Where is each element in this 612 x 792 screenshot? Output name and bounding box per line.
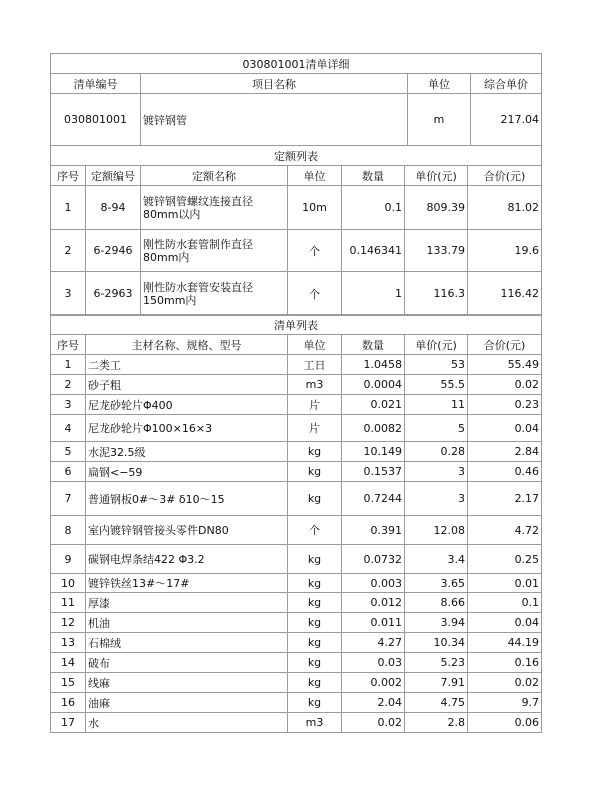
material-cell-name: 室内镀锌钢管接头零件DN80 (86, 516, 288, 545)
material-cell-price: 53 (405, 355, 468, 375)
material-cell-total: 0.04 (468, 613, 542, 633)
materials-col-header-no: 序号 (51, 335, 86, 355)
material-cell-qty: 0.7244 (342, 482, 405, 516)
material-cell-name: 尼龙砂轮片Φ100×16×3 (86, 415, 288, 442)
quota-col-header-price: 单价(元) (405, 166, 468, 186)
quota-cell-name: 镀锌钢管螺纹连接直径80mm以内 (141, 186, 288, 230)
material-cell-no: 9 (51, 545, 86, 574)
material-cell-no: 15 (51, 673, 86, 693)
material-cell-price: 3 (405, 482, 468, 516)
material-cell-name: 油麻 (86, 693, 288, 713)
material-row (51, 355, 542, 375)
material-cell-unit: kg (288, 545, 342, 574)
material-cell-unit: kg (288, 613, 342, 633)
material-cell-name: 水泥32.5级 (86, 442, 288, 462)
quota-cell-total: 116.42 (468, 272, 542, 316)
material-cell-name: 镀锌铁丝13#～17# (86, 574, 288, 593)
material-cell-total: 2.84 (468, 442, 542, 462)
material-cell-unit: kg (288, 633, 342, 653)
quota-col-header-qty: 数量 (342, 166, 405, 186)
material-cell-name: 破布 (86, 653, 288, 673)
material-cell-price: 3.94 (405, 613, 468, 633)
material-cell-name: 水 (86, 713, 288, 733)
material-cell-total: 4.72 (468, 516, 542, 545)
quota-cell-no: 3 (51, 272, 86, 316)
material-cell-price: 12.08 (405, 516, 468, 545)
material-cell-qty: 0.0004 (342, 375, 405, 395)
quota-cell-unit: 10m (288, 186, 342, 230)
material-cell-price: 8.66 (405, 593, 468, 613)
material-cell-no: 13 (51, 633, 86, 653)
material-cell-price: 4.75 (405, 693, 468, 713)
material-row (51, 545, 542, 574)
material-cell-qty: 0.021 (342, 395, 405, 415)
quota-col-header-no: 序号 (51, 166, 86, 186)
quota-col-header-total: 合价(元) (468, 166, 542, 186)
material-cell-unit: m3 (288, 713, 342, 733)
material-cell-no: 12 (51, 613, 86, 633)
material-cell-price: 5 (405, 415, 468, 442)
material-cell-price: 55.5 (405, 375, 468, 395)
quota-cell-code: 8-94 (86, 186, 141, 230)
material-cell-no: 3 (51, 395, 86, 415)
material-cell-qty: 0.002 (342, 673, 405, 693)
quota-row (51, 230, 542, 272)
material-cell-qty: 0.1537 (342, 462, 405, 482)
material-cell-price: 7.91 (405, 673, 468, 693)
material-cell-no: 4 (51, 415, 86, 442)
material-cell-unit: kg (288, 462, 342, 482)
material-cell-no: 5 (51, 442, 86, 462)
material-row (51, 693, 542, 713)
material-row (51, 593, 542, 613)
material-cell-qty: 0.012 (342, 593, 405, 613)
material-cell-unit: kg (288, 574, 342, 593)
material-cell-total: 55.49 (468, 355, 542, 375)
material-cell-unit: 片 (288, 415, 342, 442)
material-cell-no: 2 (51, 375, 86, 395)
quota-table (50, 145, 542, 316)
material-row (51, 415, 542, 442)
material-cell-price: 3.4 (405, 545, 468, 574)
material-cell-name: 厚漆 (86, 593, 288, 613)
material-cell-unit: m3 (288, 375, 342, 395)
material-cell-price: 3 (405, 462, 468, 482)
material-cell-qty: 0.02 (342, 713, 405, 733)
material-row (51, 462, 542, 482)
material-cell-price: 11 (405, 395, 468, 415)
material-cell-name: 扁钢<−59 (86, 462, 288, 482)
item-unit: m (408, 94, 471, 146)
material-cell-qty: 0.003 (342, 574, 405, 593)
material-cell-name: 机油 (86, 613, 288, 633)
material-row (51, 574, 542, 593)
quota-cell-name: 刚性防水套管制作直径80mm内 (141, 230, 288, 272)
material-cell-unit: 个 (288, 516, 342, 545)
material-cell-total: 0.06 (468, 713, 542, 733)
material-row (51, 613, 542, 633)
material-row (51, 673, 542, 693)
material-cell-no: 6 (51, 462, 86, 482)
material-cell-qty: 1.0458 (342, 355, 405, 375)
material-cell-no: 17 (51, 713, 86, 733)
material-cell-total: 0.04 (468, 415, 542, 442)
materials-col-header-qty: 数量 (342, 335, 405, 355)
quota-cell-qty: 0.1 (342, 186, 405, 230)
item-name: 镀锌钢管 (141, 94, 408, 146)
quota-title: 定额列表 (51, 146, 542, 166)
material-cell-unit: kg (288, 693, 342, 713)
quota-col-header-name: 定额名称 (141, 166, 288, 186)
quota-cell-code: 6-2963 (86, 272, 141, 316)
materials-col-header-name: 主材名称、规格、型号 (86, 335, 288, 355)
material-cell-qty: 0.391 (342, 516, 405, 545)
material-cell-total: 0.1 (468, 593, 542, 613)
quota-cell-no: 1 (51, 186, 86, 230)
material-cell-total: 0.25 (468, 545, 542, 574)
material-row (51, 395, 542, 415)
material-cell-total: 0.01 (468, 574, 542, 593)
material-cell-name: 石棉绒 (86, 633, 288, 653)
material-cell-total: 0.23 (468, 395, 542, 415)
material-cell-qty: 2.04 (342, 693, 405, 713)
material-cell-total: 0.16 (468, 653, 542, 673)
material-cell-qty: 10.149 (342, 442, 405, 462)
quota-row (51, 272, 542, 316)
material-row (51, 653, 542, 673)
quota-cell-price: 116.3 (405, 272, 468, 316)
material-cell-unit: kg (288, 442, 342, 462)
materials-title: 清单列表 (51, 315, 542, 335)
material-row (51, 442, 542, 462)
material-cell-no: 1 (51, 355, 86, 375)
material-cell-qty: 0.03 (342, 653, 405, 673)
material-cell-no: 14 (51, 653, 86, 673)
material-row (51, 375, 542, 395)
quota-cell-qty: 0.146341 (342, 230, 405, 272)
material-cell-name: 砂子粗 (86, 375, 288, 395)
material-cell-qty: 0.011 (342, 613, 405, 633)
material-cell-unit: 工日 (288, 355, 342, 375)
material-cell-price: 3.65 (405, 574, 468, 593)
col-header-price: 综合单价 (471, 74, 542, 94)
quota-cell-price: 809.39 (405, 186, 468, 230)
material-cell-name: 碳钢电焊条结422 Φ3.2 (86, 545, 288, 574)
material-cell-name: 普通钢板0#～3# δ10～15 (86, 482, 288, 516)
col-header-name: 项目名称 (141, 74, 408, 94)
material-cell-no: 16 (51, 693, 86, 713)
item-header-table (50, 53, 542, 146)
quota-cell-unit: 个 (288, 230, 342, 272)
material-cell-total: 0.02 (468, 673, 542, 693)
quota-cell-unit: 个 (288, 272, 342, 316)
quota-cell-name: 刚性防水套管安装直径150mm内 (141, 272, 288, 316)
material-cell-total: 44.19 (468, 633, 542, 653)
material-cell-price: 2.8 (405, 713, 468, 733)
material-cell-qty: 4.27 (342, 633, 405, 653)
material-cell-qty: 0.0082 (342, 415, 405, 442)
quota-col-header-code: 定额编号 (86, 166, 141, 186)
quota-cell-price: 133.79 (405, 230, 468, 272)
material-cell-total: 0.02 (468, 375, 542, 395)
quota-cell-qty: 1 (342, 272, 405, 316)
quota-cell-total: 19.6 (468, 230, 542, 272)
quota-row (51, 186, 542, 230)
material-cell-no: 10 (51, 574, 86, 593)
materials-col-header-price: 单价(元) (405, 335, 468, 355)
materials-table (50, 314, 542, 733)
quota-cell-no: 2 (51, 230, 86, 272)
material-cell-unit: kg (288, 593, 342, 613)
material-row (51, 633, 542, 653)
material-cell-price: 5.23 (405, 653, 468, 673)
material-cell-price: 0.28 (405, 442, 468, 462)
item-price: 217.04 (471, 94, 542, 146)
col-header-code: 清单编号 (51, 74, 141, 94)
material-cell-no: 11 (51, 593, 86, 613)
materials-col-header-total: 合价(元) (468, 335, 542, 355)
material-cell-no: 8 (51, 516, 86, 545)
material-cell-unit: 片 (288, 395, 342, 415)
quota-col-header-unit: 单位 (288, 166, 342, 186)
material-cell-unit: kg (288, 673, 342, 693)
material-cell-no: 7 (51, 482, 86, 516)
material-row (51, 516, 542, 545)
material-cell-name: 二类工 (86, 355, 288, 375)
quota-cell-total: 81.02 (468, 186, 542, 230)
material-cell-qty: 0.0732 (342, 545, 405, 574)
material-cell-total: 0.46 (468, 462, 542, 482)
material-row (51, 482, 542, 516)
detail-title: 030801001清单详细 (51, 54, 542, 74)
materials-col-header-unit: 单位 (288, 335, 342, 355)
item-code: 030801001 (51, 94, 141, 146)
material-cell-name: 线麻 (86, 673, 288, 693)
material-cell-unit: kg (288, 653, 342, 673)
col-header-unit: 单位 (408, 74, 471, 94)
material-cell-unit: kg (288, 482, 342, 516)
material-cell-total: 9.7 (468, 693, 542, 713)
material-cell-price: 10.34 (405, 633, 468, 653)
material-cell-total: 2.17 (468, 482, 542, 516)
quota-cell-code: 6-2946 (86, 230, 141, 272)
material-row (51, 713, 542, 733)
material-cell-name: 尼龙砂轮片Φ400 (86, 395, 288, 415)
